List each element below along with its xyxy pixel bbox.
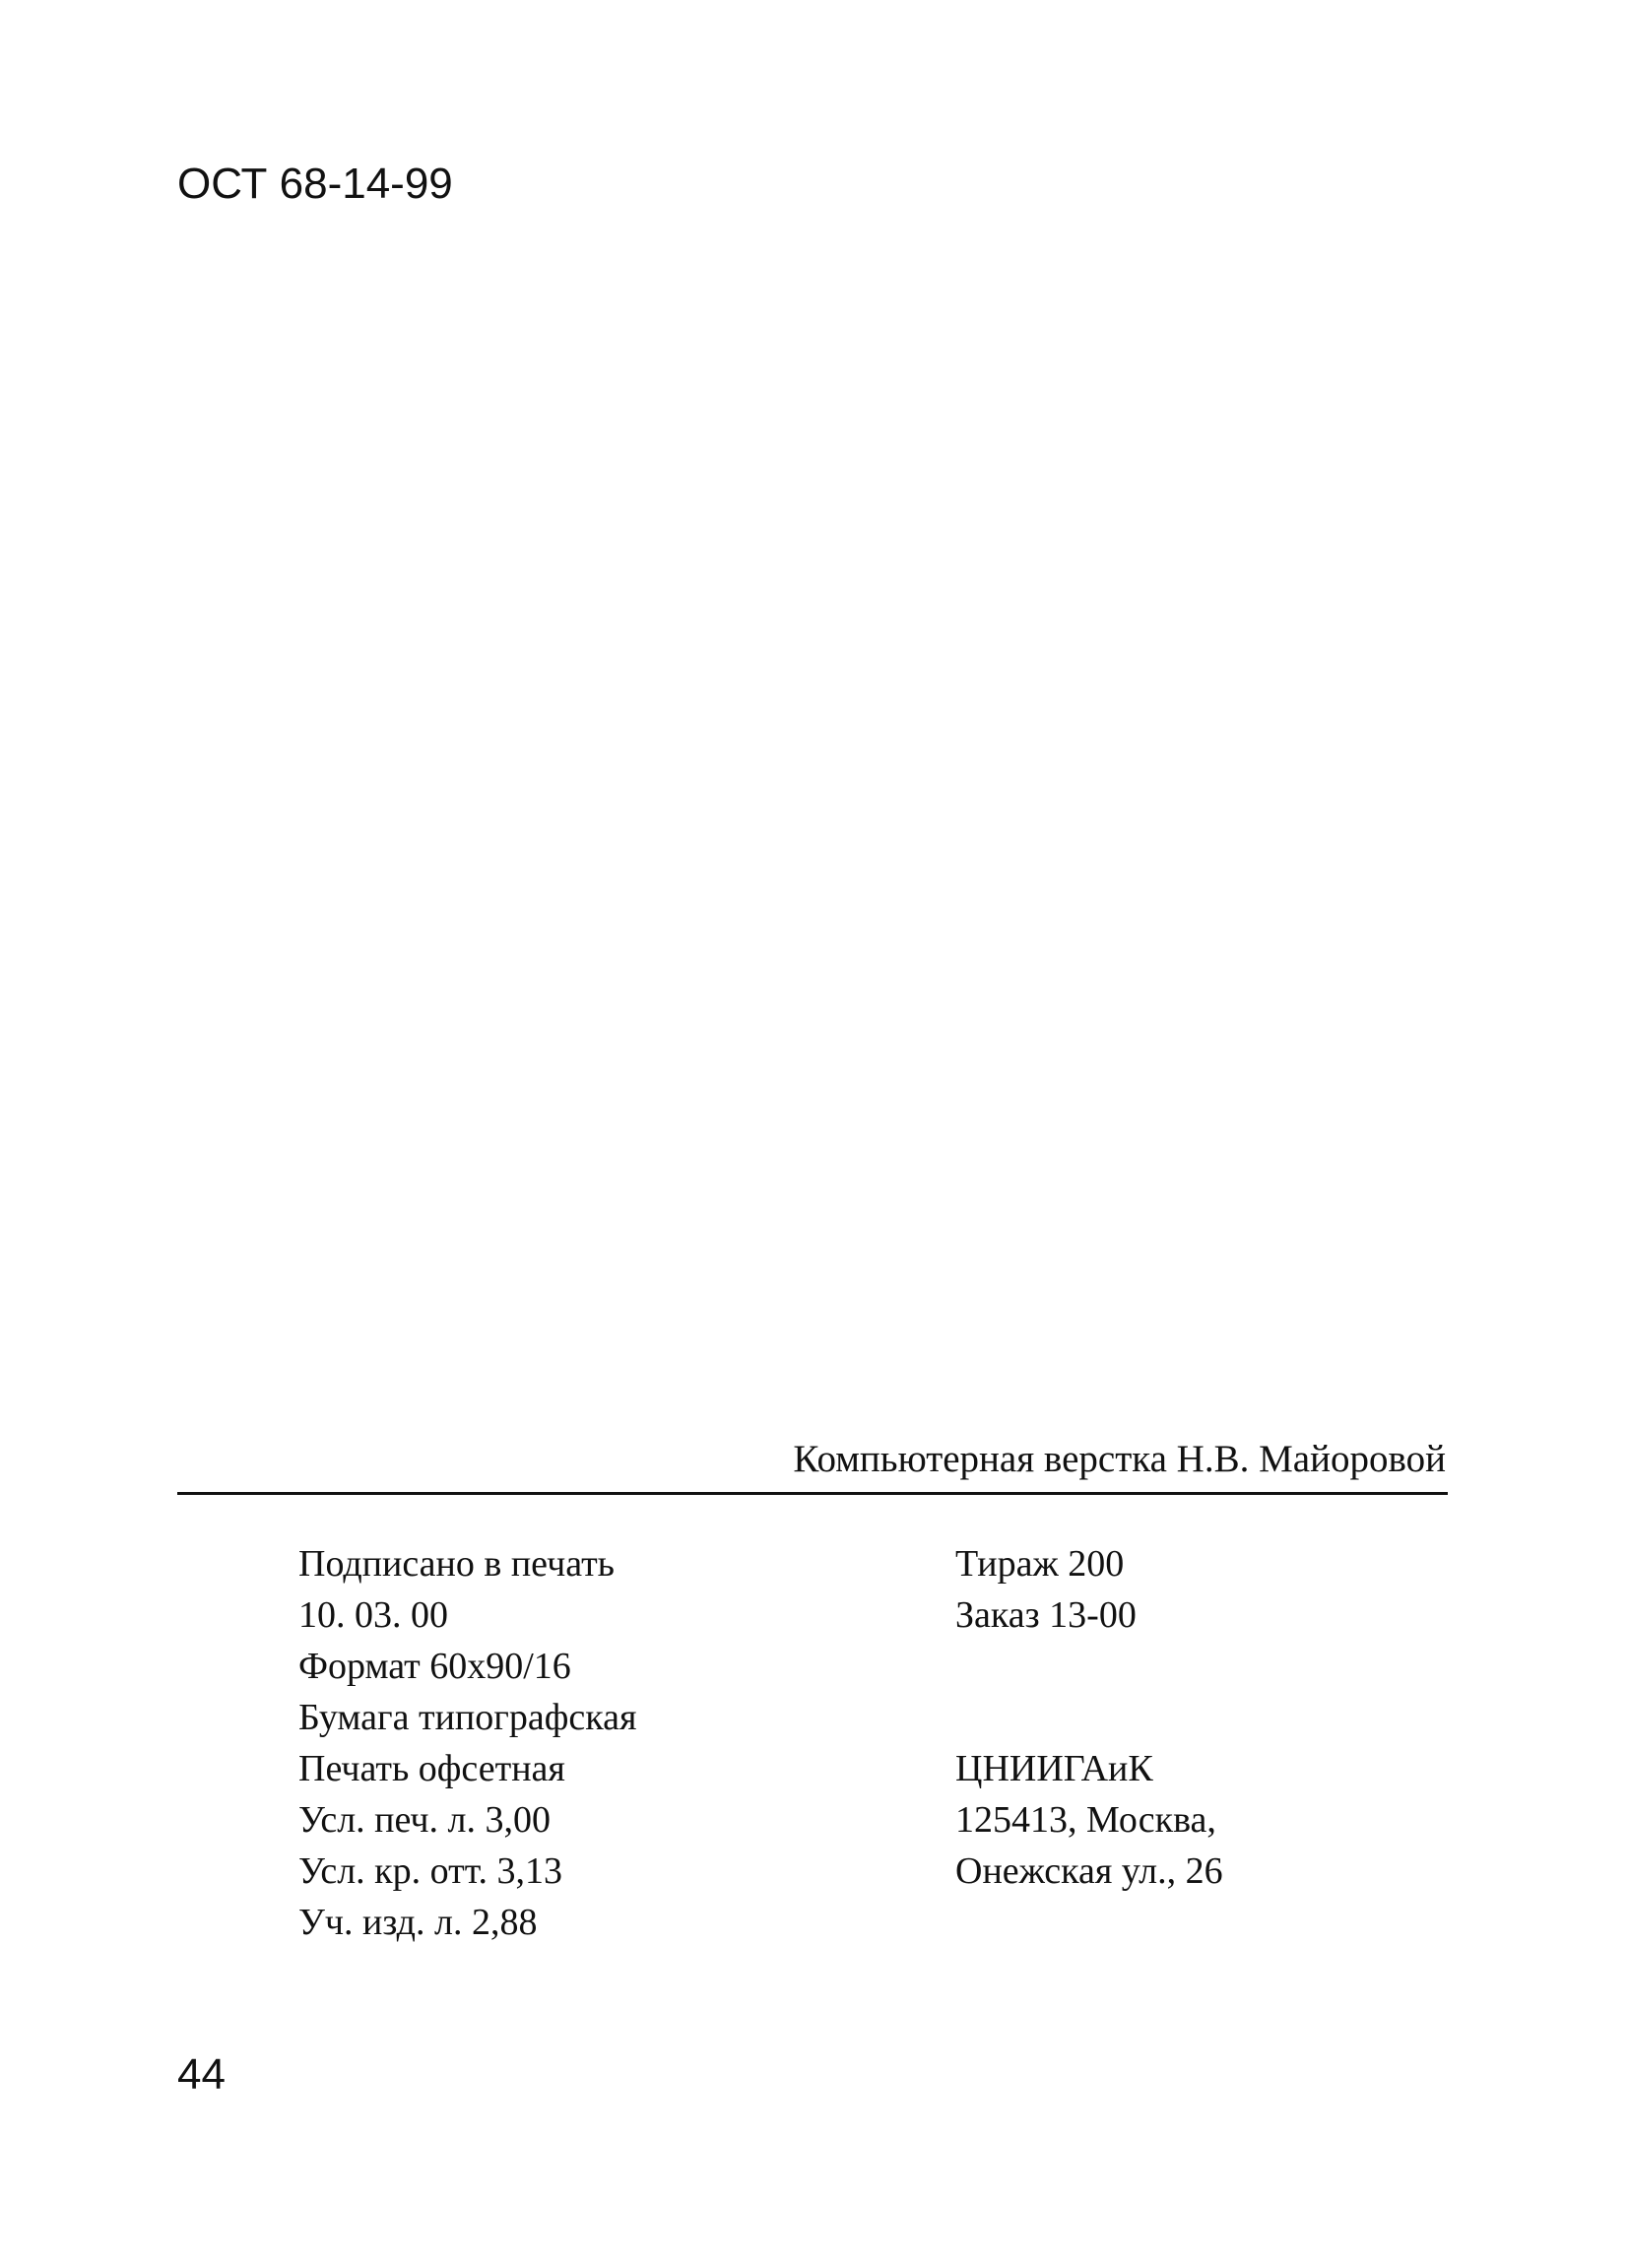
imprint-spacer (955, 1641, 1223, 1692)
imprint-line-order: Заказ 13-00 (955, 1594, 1137, 1636)
imprint-line-print-sheets: Усл. печ. л. 3,00 (298, 1799, 551, 1841)
imprint-spacer (955, 1692, 1223, 1743)
imprint-line-date: 10. 03. 00 (298, 1594, 448, 1636)
publisher-address-city: 125413, Москва, (955, 1799, 1216, 1841)
imprint-right-column (955, 1538, 1223, 1897)
imprint-line-print: Печать офсетная (298, 1748, 565, 1789)
imprint-line-color-prints: Усл. кр. отт. 3,13 (298, 1850, 562, 1892)
imprint-left-column (298, 1538, 636, 1948)
document-code: ОСТ 68-14-99 (177, 160, 453, 208)
layout-credit: Компьютерная верстка Н.В. Майоровой (793, 1438, 1446, 1480)
imprint-line-signed: Подписано в печать (298, 1543, 616, 1585)
imprint-line-circulation: Тираж 200 (955, 1543, 1125, 1585)
page-number: 44 (177, 2050, 226, 2099)
imprint-line-publisher-sheets: Уч. изд. л. 2,88 (298, 1902, 538, 1943)
imprint-line-format: Формат 60x90/16 (298, 1646, 571, 1687)
imprint-line-paper: Бумага типографская (298, 1697, 637, 1738)
divider-rule (177, 1492, 1448, 1495)
publisher-name: ЦНИИГАиК (955, 1748, 1153, 1789)
publisher-address-street: Онежская ул., 26 (955, 1850, 1223, 1892)
